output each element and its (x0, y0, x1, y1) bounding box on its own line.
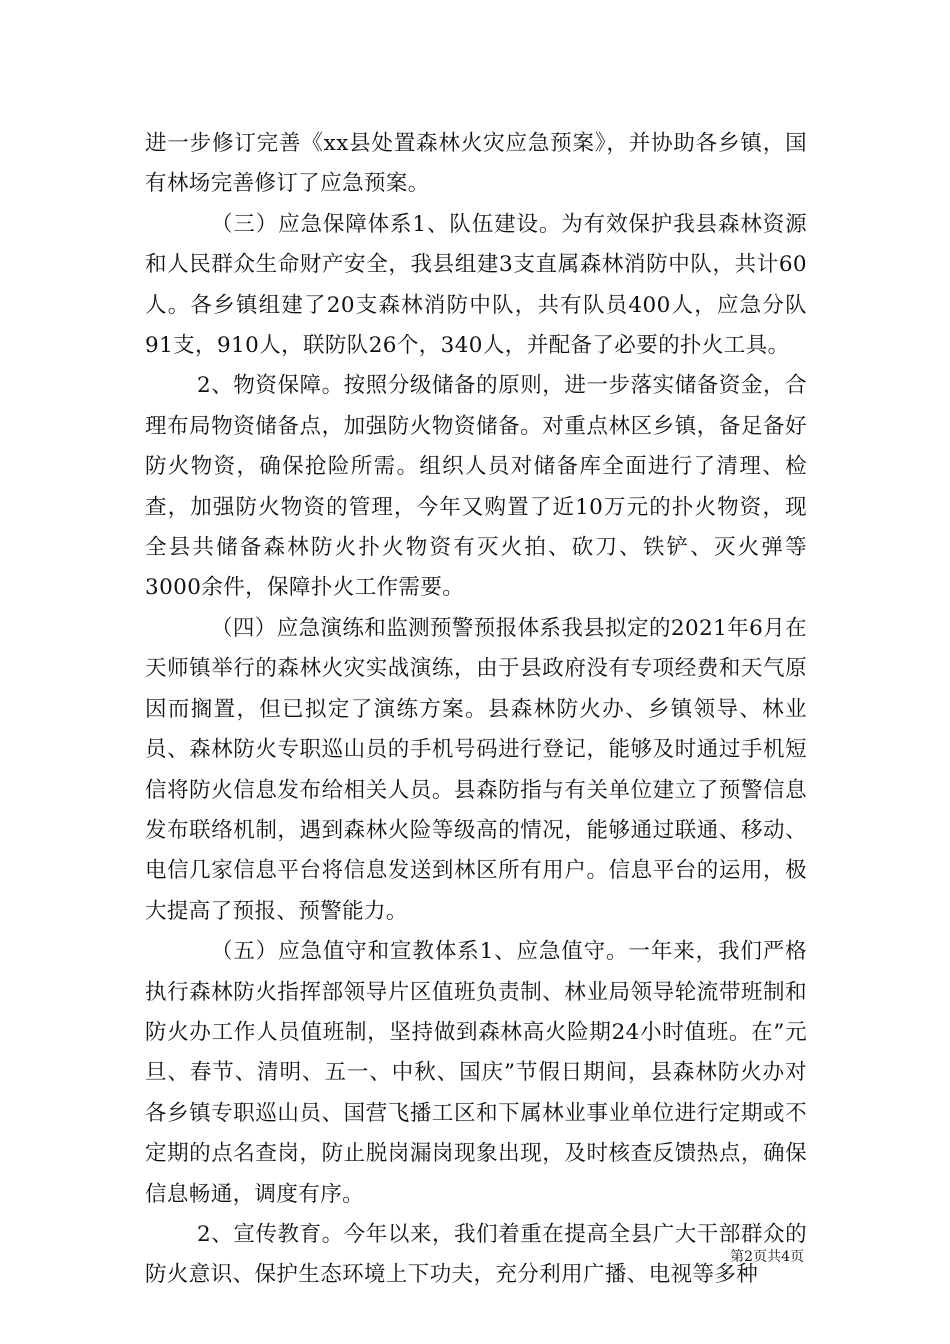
paragraph-publicity: 2、宣传教育。今年以来，我们着重在提高全县广大干部群众的防火意识、保护生态环境上下功夫，充分利用广播、电视等多种 (145, 1221, 807, 1288)
paragraph-emergency-support: （三）应急保障体系1、队伍建设。为有效保护我县森林资源和人民群众生命财产安全，我县组建3支直属森林消防中队，共计60人。各乡镇组建了20支森林消防中队，共有队员400人，应急分队91支，910人，联防队26个，340人，并配备了必要的扑火工具。 (145, 211, 807, 359)
paragraph-drill-warning: （四）应急演练和监测预警预报体系我县拟定的2021年6月在天师镇举行的森林火灾实战演练，由于县政府没有专项经费和天气原因而搁置，但已拟定了演练方案。县森林防火办、乡镇领导、林业员、森林防火专职巡山员的手机号码进行登记，能够及时通过手机短信将防火信息发布给相关人员。县森防指与有关单位建立了预警信息发布联络机制，遇到森林火险等级高的情况，能够通过联通、移动、电信几家信息平台将信息发送到林区所有用户。信息平台的运用，极大提高了预报、预警能力。 (145, 615, 807, 924)
paragraph-revise-plan: 进一步修订完善《xx县处置森林火灾应急预案》，并协助各乡镇，国有林场完善修订了应急预案。 (145, 131, 807, 197)
document-body (145, 124, 807, 1296)
paragraph-duty-education: （五）应急值守和宣教体系1、应急值守。一年来，我们严格执行森林防火指挥部领导片区值班负责制、林业局领导轮流带班制和防火办工作人员值班制，坚持做到森林高火险期24小时值班。在”元旦、春节、清明、五一、中秋、国庆”节假日期间，县森林防火办对各乡镇专职巡山员、国营飞播工区和下属林业事业单位进行定期或不定期的点名查岗，防止脱岗漏岗现象出现，及时核查反馈热点，确保信息畅通，调度有序。 (145, 939, 807, 1207)
page-number: 第2页共4页 (730, 1249, 804, 1265)
paragraph-material-support: 2、物资保障。按照分级储备的原则，进一步落实储备资金，合理布局物资储备点，加强防火物资储备。对重点林区乡镇，备足备好防火物资，确保抢险所需。组织人员对储备库全面进行了清理、检查，加强防火物资的管理，今年又购置了近10万元的扑火物资，现全县共储备森林防火扑火物资有灭火拍、砍刀、铁铲、灭火弹等3000余件，保障扑火工作需要。 (145, 373, 807, 601)
